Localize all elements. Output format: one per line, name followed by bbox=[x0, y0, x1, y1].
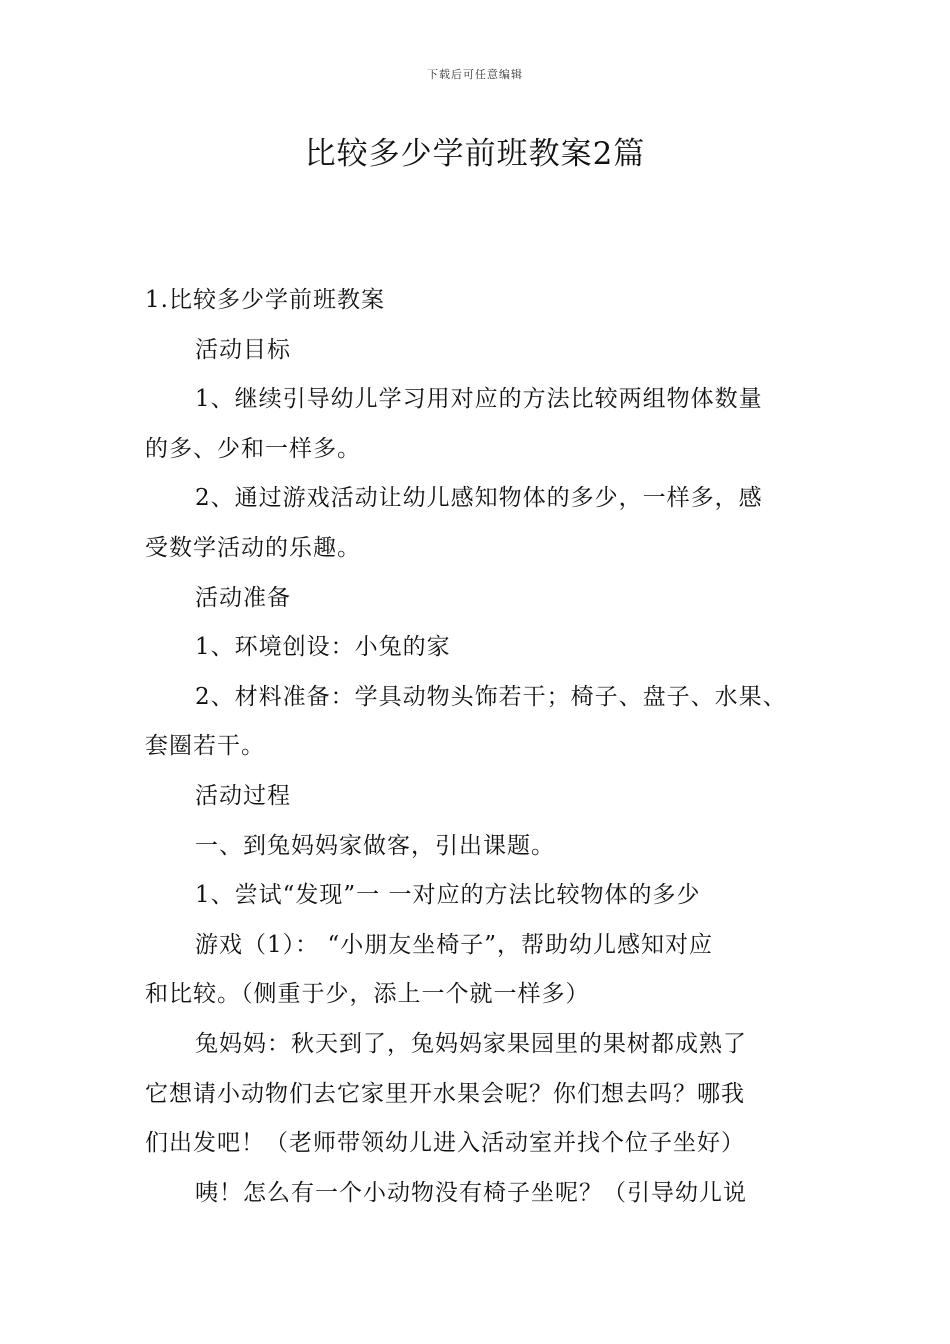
document-title: 比较多少学前班教案2篇 bbox=[304, 136, 646, 172]
document-body bbox=[145, 279, 835, 1221]
text-line: 1、环境创设：小兔的家 bbox=[195, 634, 451, 661]
text-line: 们出发吧！（老师带领幼儿进入活动室并找个位子坐好） bbox=[145, 1130, 745, 1157]
text-line: 它想请小动物们去它家里开水果会呢？你们想去吗？哪我 bbox=[145, 1080, 745, 1107]
text-line: 活动准备 bbox=[195, 584, 291, 611]
text-line: 咦！怎么有一个小动物没有椅子坐呢？（引导幼儿说 bbox=[195, 1179, 747, 1206]
text-line: 1.比较多少学前班教案 bbox=[145, 287, 385, 313]
text-line: 1、继续引导幼儿学习用对应的方法比较两组物体数量 bbox=[195, 386, 763, 413]
text-line: 兔妈妈：秋天到了，兔妈妈家果园里的果树都成熟了 bbox=[195, 1030, 747, 1057]
text-line: 2、材料准备：学具动物头饰若干；椅子、盘子、水果、 bbox=[195, 683, 787, 710]
text-line: 活动目标 bbox=[195, 336, 291, 363]
text-line: 和比较。（侧重于少，添上一个就一样多） bbox=[145, 981, 590, 1008]
text-line: 游戏（1）： “小朋友坐椅子”，帮助幼儿感知对应 bbox=[195, 931, 713, 958]
header-note: 下载后可任意编辑 bbox=[427, 68, 523, 81]
text-line: 活动过程 bbox=[195, 782, 291, 809]
text-line: 2、通过游戏活动让幼儿感知物体的多少，一样多，感 bbox=[195, 485, 763, 512]
text-line: 套圈若干。 bbox=[145, 733, 265, 760]
text-line: 受数学活动的乐趣。 bbox=[145, 534, 361, 561]
text-line: 1、尝试“发现”一 一对应的方法比较物体的多少 bbox=[195, 882, 701, 909]
text-line: 一、到兔妈妈家做客，引出课题。 bbox=[195, 832, 555, 859]
text-line: 的多、少和一样多。 bbox=[145, 435, 361, 462]
